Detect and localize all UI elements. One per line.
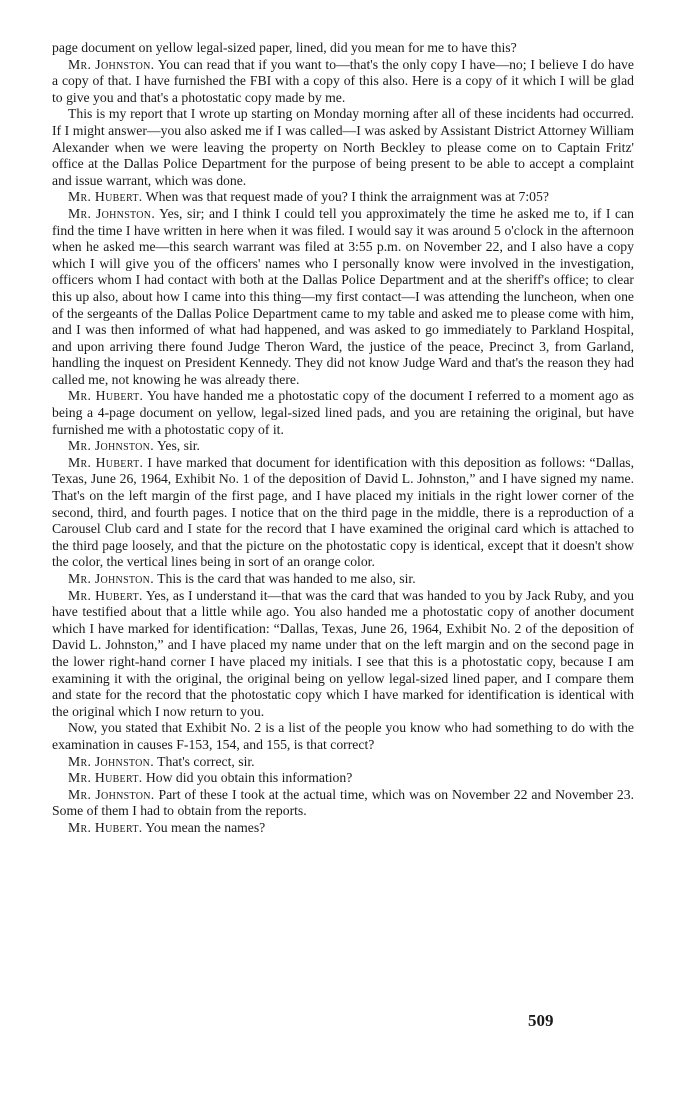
paragraph-text: Now, you stated that Exhibit No. 2 is a list of the people you know who had something to do with the examination in causes F-153, 154, and 155, is that correct? — [52, 720, 634, 752]
paragraph-13 — [52, 787, 634, 820]
paragraph-2 — [52, 106, 634, 189]
paragraph-text: You have handed me a photostatic copy of the document I referred to a moment ago as being a 4-page document on yellow, legal-sized lined pads, and you are retaining the original, but have furnished me with a photostatic copy of it. — [52, 388, 635, 437]
page-number: 509 — [528, 1011, 554, 1030]
paragraph-11 — [52, 754, 634, 771]
paragraph-text: Yes, sir. — [156, 438, 200, 454]
speaker-label: Mr. Johnston. — [68, 438, 154, 454]
speaker-label: Mr. Johnston. — [68, 571, 154, 586]
document-body — [52, 40, 634, 837]
paragraph-text: Part of these I took at the actual time, which was on November 22 and November 23. Some of them I had to obtain from the reports. — [52, 786, 635, 819]
paragraph-6 — [52, 438, 634, 455]
paragraph-text: That's correct, sir. — [157, 753, 255, 769]
paragraph-14 — [52, 820, 634, 837]
speaker-label: Mr. Hubert. — [68, 819, 143, 835]
paragraph-text: When was that request made of you? I think the arraignment was at 7:05? — [145, 189, 549, 205]
paragraph-text: Yes, as I understand it—that was the card that was handed to you by Jack Ruby, and you have testified about that a little while ago. You also handed me a photostatic copy of another document which I have marked for identification: “Dallas, Texas, June 26, 1964, Exhibit No. 2 of the deposition of David L. Johnston,” and I have placed my name under that on the left margin and on the second page in the lower right-hand corner I have placed my initials. I see that this is a photostatic copy, because I am examining it with the original, the original being on yellow legal-sized lined paper, and I compare them and state for the record that the photostatic copy which I have marked for identification is identical with the original which I now return to you. — [52, 587, 634, 719]
paragraph-text: This is the card that was handed to me also, sir. — [157, 571, 416, 586]
paragraph-12 — [52, 770, 634, 787]
speaker-label: Mr. Hubert. — [68, 454, 144, 470]
speaker-label: Mr. Johnston. — [68, 56, 155, 72]
paragraph-4 — [52, 206, 634, 389]
paragraph-8 — [52, 571, 634, 588]
paragraph-7 — [52, 455, 634, 571]
speaker-label: Mr. Johnston. — [68, 786, 155, 802]
speaker-label: Mr. Hubert. — [68, 770, 143, 786]
paragraph-text: You can read that if you want to—that's the only copy I have—no; I believe I do have a copy of that. I have furnished the FBI with a copy of this also. Here is a copy of it which I will be glad to give you and that's a photostatic copy made by me. — [52, 56, 634, 105]
paragraph-0 — [52, 40, 634, 57]
speaker-label: Mr. Johnston. — [68, 205, 156, 221]
speaker-label: Mr. Hubert. — [68, 587, 143, 603]
paragraph-5 — [52, 388, 634, 438]
paragraph-1 — [52, 57, 634, 107]
paragraph-text: I have marked that document for identification with this deposition as follows: “Dallas, Texas, June 26, 1964, Exhibit No. 1 of the deposition of David L. Johnston,” and I have signed my name. That's on the left margin of the first page, and I have placed my initials in the right lower corner of the second, third, and fourth pages. I notice that on the third page in the middle, there is a reproduction of a Carousel Club card and I state for the record that I have examined the original card which is attached to the third page loosely, and that the picture on the photostatic copy is identical, except that it doesn't show the color, the vertical lines being in sort of an orange color. — [52, 454, 635, 570]
paragraph-text: page document on yellow legal-sized paper, lined, did you mean for me to have this? — [52, 40, 517, 55]
speaker-label: Mr. Hubert. — [68, 189, 143, 205]
speaker-label: Mr. Johnston. — [68, 753, 154, 769]
paragraph-text: How did you obtain this information? — [145, 770, 353, 786]
paragraph-text: This is my report that I wrote up starting on Monday morning after all of these incidents had occurred. If I might answer—you also asked me if I was called—I was asked by Assistant District Attorney William Alexander when we were leaving the property on North Beckley to please come on to Captain Fritz' office at the Dallas Police Department for the purpose of being present to be able to accept a complaint and issue warrant, which was done. — [52, 106, 634, 188]
speaker-label: Mr. Hubert. — [68, 388, 144, 404]
paragraph-9 — [52, 588, 634, 721]
paragraph-3 — [52, 189, 634, 206]
paragraph-10 — [52, 720, 634, 753]
paragraph-text: Yes, sir; and I think I could tell you approximately the time he asked me to, if I can find the time I have written in here when it was filed. I would say it was around 5 o'clock in the afternoon when he asked me—this search warrant was filed at 3:55 p.m. on November 22, and I also have a copy which I will give you of the officers' names who I personally know were involved in the investigation, officers whom I had contact with both at the Dallas Police Department and at the sheriff's office; to clear this up also, about how I came into this thing—my first contact—I was attending the luncheon, when one of the sergeants of the Dallas Police Department came to my table and asked me to please come with him, and I was then informed of what had happened, and was asked to go immediately to Parkland Hospital, and upon arriving there found Judge Theron Ward, the justice of the peace, Precinct 3, from Garland, handling the inquest on President Kennedy. They did not know Judge Ward and that's the reason they had called me, not knowing he was already there. — [52, 205, 635, 387]
paragraph-text: You mean the names? — [145, 819, 266, 835]
